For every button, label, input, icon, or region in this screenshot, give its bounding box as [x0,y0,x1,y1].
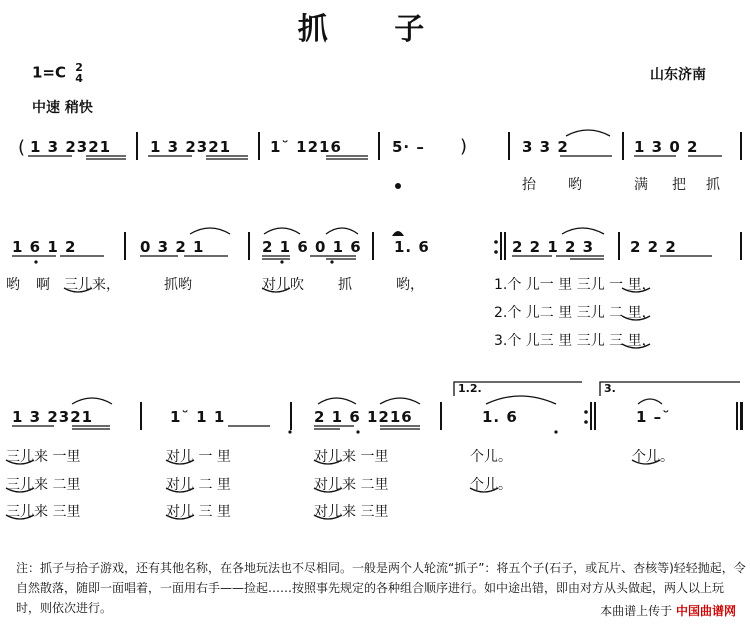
lyric: 抓 [706,177,720,193]
lyric: 哟 [568,177,582,193]
song-origin: 山东济南 [650,67,706,83]
paren-open: ( [18,137,27,158]
r1-measure-6: 1 3 0 2 [634,138,699,156]
r2-measure-1: 1 6 1 2 [12,238,77,256]
footnote: 注：抓子与拾子游戏，还有其他名称，在各地玩法也不尽相同。一般是两个人轮流“抓子”：将五个子(石子，或瓦片、杏核等)轻轻抛起，令自然散落，随即一面唱着，一面用右手——捡起……按照事先规定的各种组合顺序进行。如中途出错，即由对方从头做起，两人以上玩时，则依次进行。 [16,561,746,615]
lyric: 满 [634,177,648,193]
source-credit [600,602,736,619]
verse-1-line: 1.个 儿一 里 三儿 一 里， [494,277,656,293]
lyric: 对儿 三 里 [166,504,231,520]
lyric: 抓 [338,277,352,293]
lyric: 把 [672,177,686,193]
r3-measure-5: 1 –˘ [636,408,671,426]
r2-measure-5: 2 2 1 2 3 [512,238,595,256]
lyric: 抓哟 [164,277,192,293]
r2-measure-4: 1. 6 [394,238,430,256]
lyric: 哟， [396,277,424,293]
r1-measure-3: 1˘ 1216 [270,138,342,156]
tempo-marking: 中速 稍快 [32,100,93,116]
r3-measure-3: 2 1 6 1216 [314,408,413,426]
r2-measure-6: 2 2 2 [630,238,677,256]
lyric: 对儿来 三里 [314,504,389,520]
meter-bottom: 4 [75,72,83,85]
lyric: 个儿。 [470,477,512,493]
lyric: 三儿来 二里 [6,477,81,493]
r3-measure-4: 1. 6 [482,408,518,426]
lyric: 三儿来， [64,277,120,293]
lyric: 对儿 一 里 [166,449,231,465]
r1-measure-2: 1 3 2321 [150,138,232,156]
lyric: 对儿来 一里 [314,449,389,465]
key-label: 1=C [32,63,67,82]
lyric: 个儿。 [632,449,674,465]
r1-measure-5: 3 3 2 [522,138,569,156]
lyric: 个儿。 [470,449,512,465]
lyric: 抬 [522,177,536,193]
lyric: 哟 [6,277,20,293]
lyric: 对儿来 二里 [314,477,389,493]
r1-measure-4: 5· – [392,138,425,156]
source-text: 本曲谱上传于 [600,604,673,618]
verse-2-line: 2.个 儿二 里 三儿 二 里， [494,305,656,321]
lyric: 三儿来 一里 [6,449,81,465]
r1-measure-1: 1 3 2321 [30,138,112,156]
meter-top: 2 [75,61,83,74]
verse-3-line: 3.个 儿三 里 三儿 三 里， [494,333,656,349]
volta-1-label: 1.2. [458,382,482,395]
brand-logo-text[interactable]: 中国曲谱网 [675,604,736,618]
paren-close: ) [460,136,469,157]
page-title: 抓 子 [297,12,453,47]
lyric: 啊 [36,277,50,293]
r2-measure-2: 0 3 2 1 [140,238,205,256]
r2-measure-3: 2 1 6 0 1 6 [262,238,362,256]
lyric: 对儿吹 [262,277,304,293]
volta-2-label: 3. [604,382,616,395]
lyric: 对儿 二 里 [166,477,231,493]
r3-measure-2: 1˘ 1 1 [170,408,226,426]
r3-measure-1: 1 3 2321 [12,408,94,426]
lyric: 三儿来 三里 [6,504,81,520]
